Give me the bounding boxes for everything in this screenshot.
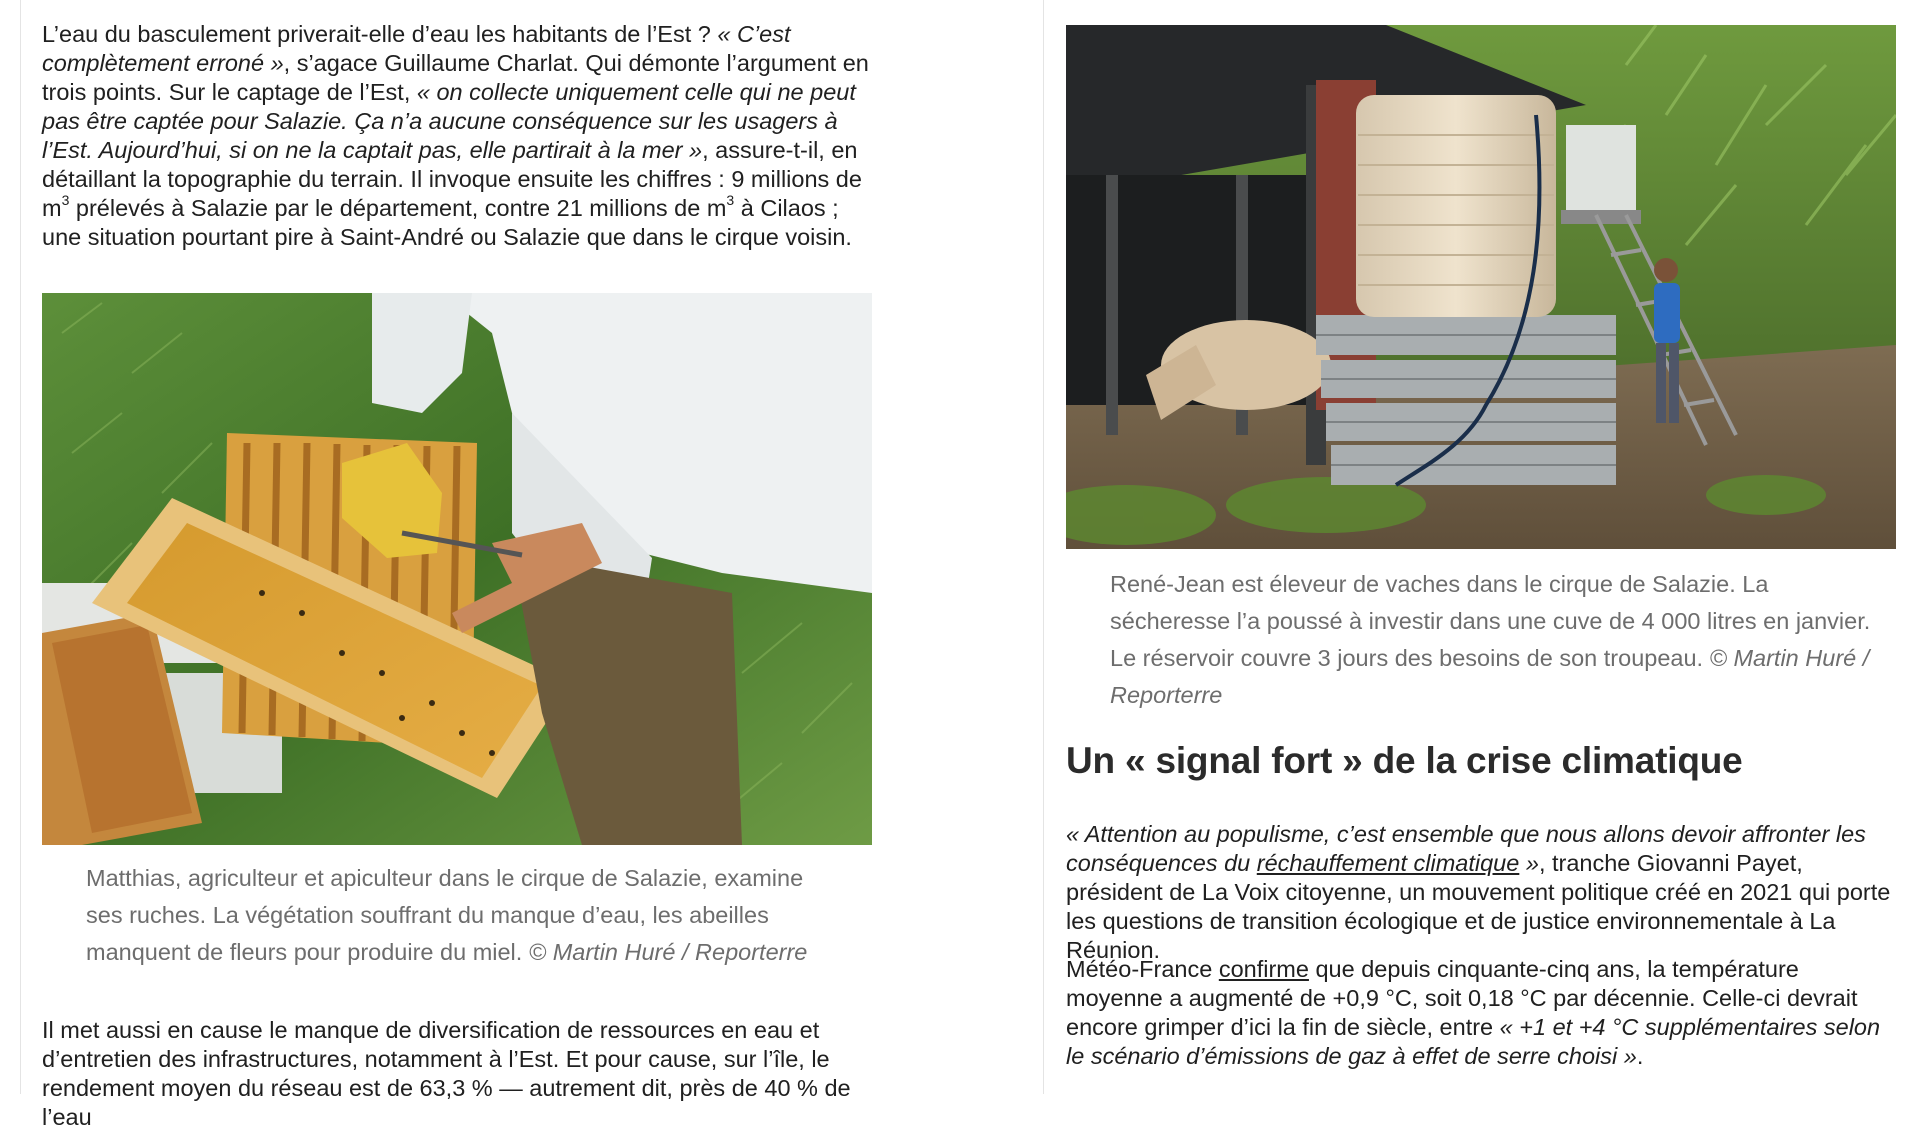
beekeeper-photo — [42, 293, 872, 845]
p1-text-a: L’eau du basculement priverait-elle d’eau les habitants de l’Est ? — [42, 21, 711, 47]
p1-text-g: à Cilaos ; une situation pourtant pire à Saint-André ou Salazie que dans le cirque voisin. — [42, 195, 852, 250]
article-paragraph-3 — [1066, 820, 1901, 965]
p1-quote-b: « C’est complètement erroné » — [42, 21, 791, 76]
p4-quote-c: « +1 et +4 °C supplémentaires selon le scénario d’émissions de gaz à effet de serre choisi » — [1066, 1014, 1881, 1069]
section-heading: Un « signal fort » de la crise climatique — [1066, 740, 1743, 781]
p1-sup-2: 3 — [726, 192, 735, 209]
left-margin-rule — [20, 0, 21, 1094]
farmer-photo-credit: © Martin Huré / Reporterre — [1110, 645, 1870, 708]
column-divider — [1043, 0, 1044, 1094]
p3-quote-a: « Attention au populisme, c’est ensemble que nous allons devoir affronter les conséquences du — [1066, 821, 1866, 876]
p1-text-f: prélevés à Salazie par le département, contre 21 millions de m — [69, 195, 727, 221]
beekeeper-caption-text: Matthias, agriculteur et apiculteur dans le cirque de Salazie, examine ses ruches. La végétation souffrant du manque d’eau, les abeilles manquent de fleurs pour produire du miel. — [86, 865, 804, 965]
farmer-tank-illustration — [1066, 25, 1896, 549]
p4-text-a: Météo-France — [1066, 956, 1219, 982]
confirme-link[interactable]: confirme — [1218, 956, 1309, 982]
farmer-caption-text: René-Jean est éleveur de vaches dans le cirque de Salazie. La sécheresse l’a poussé à investir dans une cuve de 4 000 litres en janvier. Le réservoir couvre 3 jours des besoins de son troupeau. — [1110, 571, 1871, 671]
p1-text-c: , s’agace Guillaume Charlat. Qui démonte l’argument en trois points. Sur le captage de l’Est, — [42, 50, 869, 105]
article-paragraph-1 — [42, 20, 872, 252]
p3-quote-b: » — [1519, 850, 1539, 876]
p4-text-b: que depuis cinquante-cinq ans, la température moyenne a augmenté de +0,9 °C, soit 0,18 °C par décennie. Celle-ci devrait encore grimper d’ici la fin de siècle, entre — [1066, 956, 1858, 1040]
article-paragraph-4 — [1066, 955, 1901, 1071]
beekeeper-illustration — [42, 293, 872, 845]
farmer-caption — [1110, 566, 1890, 714]
beekeeper-photo-credit: © Martin Huré / Reporterre — [528, 939, 808, 965]
p1-sup-1: 3 — [61, 192, 70, 209]
climate-warming-link[interactable]: réchauffement climatique — [1256, 850, 1520, 876]
p3-text-c: , tranche Giovanni Payet, président de La Voix citoyenne, un mouvement politique créé en 2021 qui porte les questions de transition écologique et de justice environnementale à La Réunion. — [1066, 850, 1891, 963]
article-paragraph-2: Il met aussi en cause le manque de diversification de ressources en eau et d’entretien des infrastructures, notamment à l’Est. Et pour cause, sur l’île, le rendement moyen du réseau est de 63,3 % — autrement dit, près de 40 % de l’eau — [42, 1017, 851, 1130]
p1-quote-d: « on collecte uniquement celle qui ne peut pas être captée pour Salazie. Ça n’a aucune conséquence sur les usagers à l’Est. Aujourd’hui, si on ne la captait pas, elle partirait à la mer » — [42, 79, 856, 163]
p4-text-d: . — [1636, 1043, 1644, 1069]
p1-text-e: , assure-t-il, en détaillant la topographie du terrain. Il invoque ensuite les chiffres : 9 millions de m — [42, 137, 862, 221]
farmer-tank-photo — [1066, 25, 1896, 549]
beekeeper-caption — [86, 860, 831, 971]
